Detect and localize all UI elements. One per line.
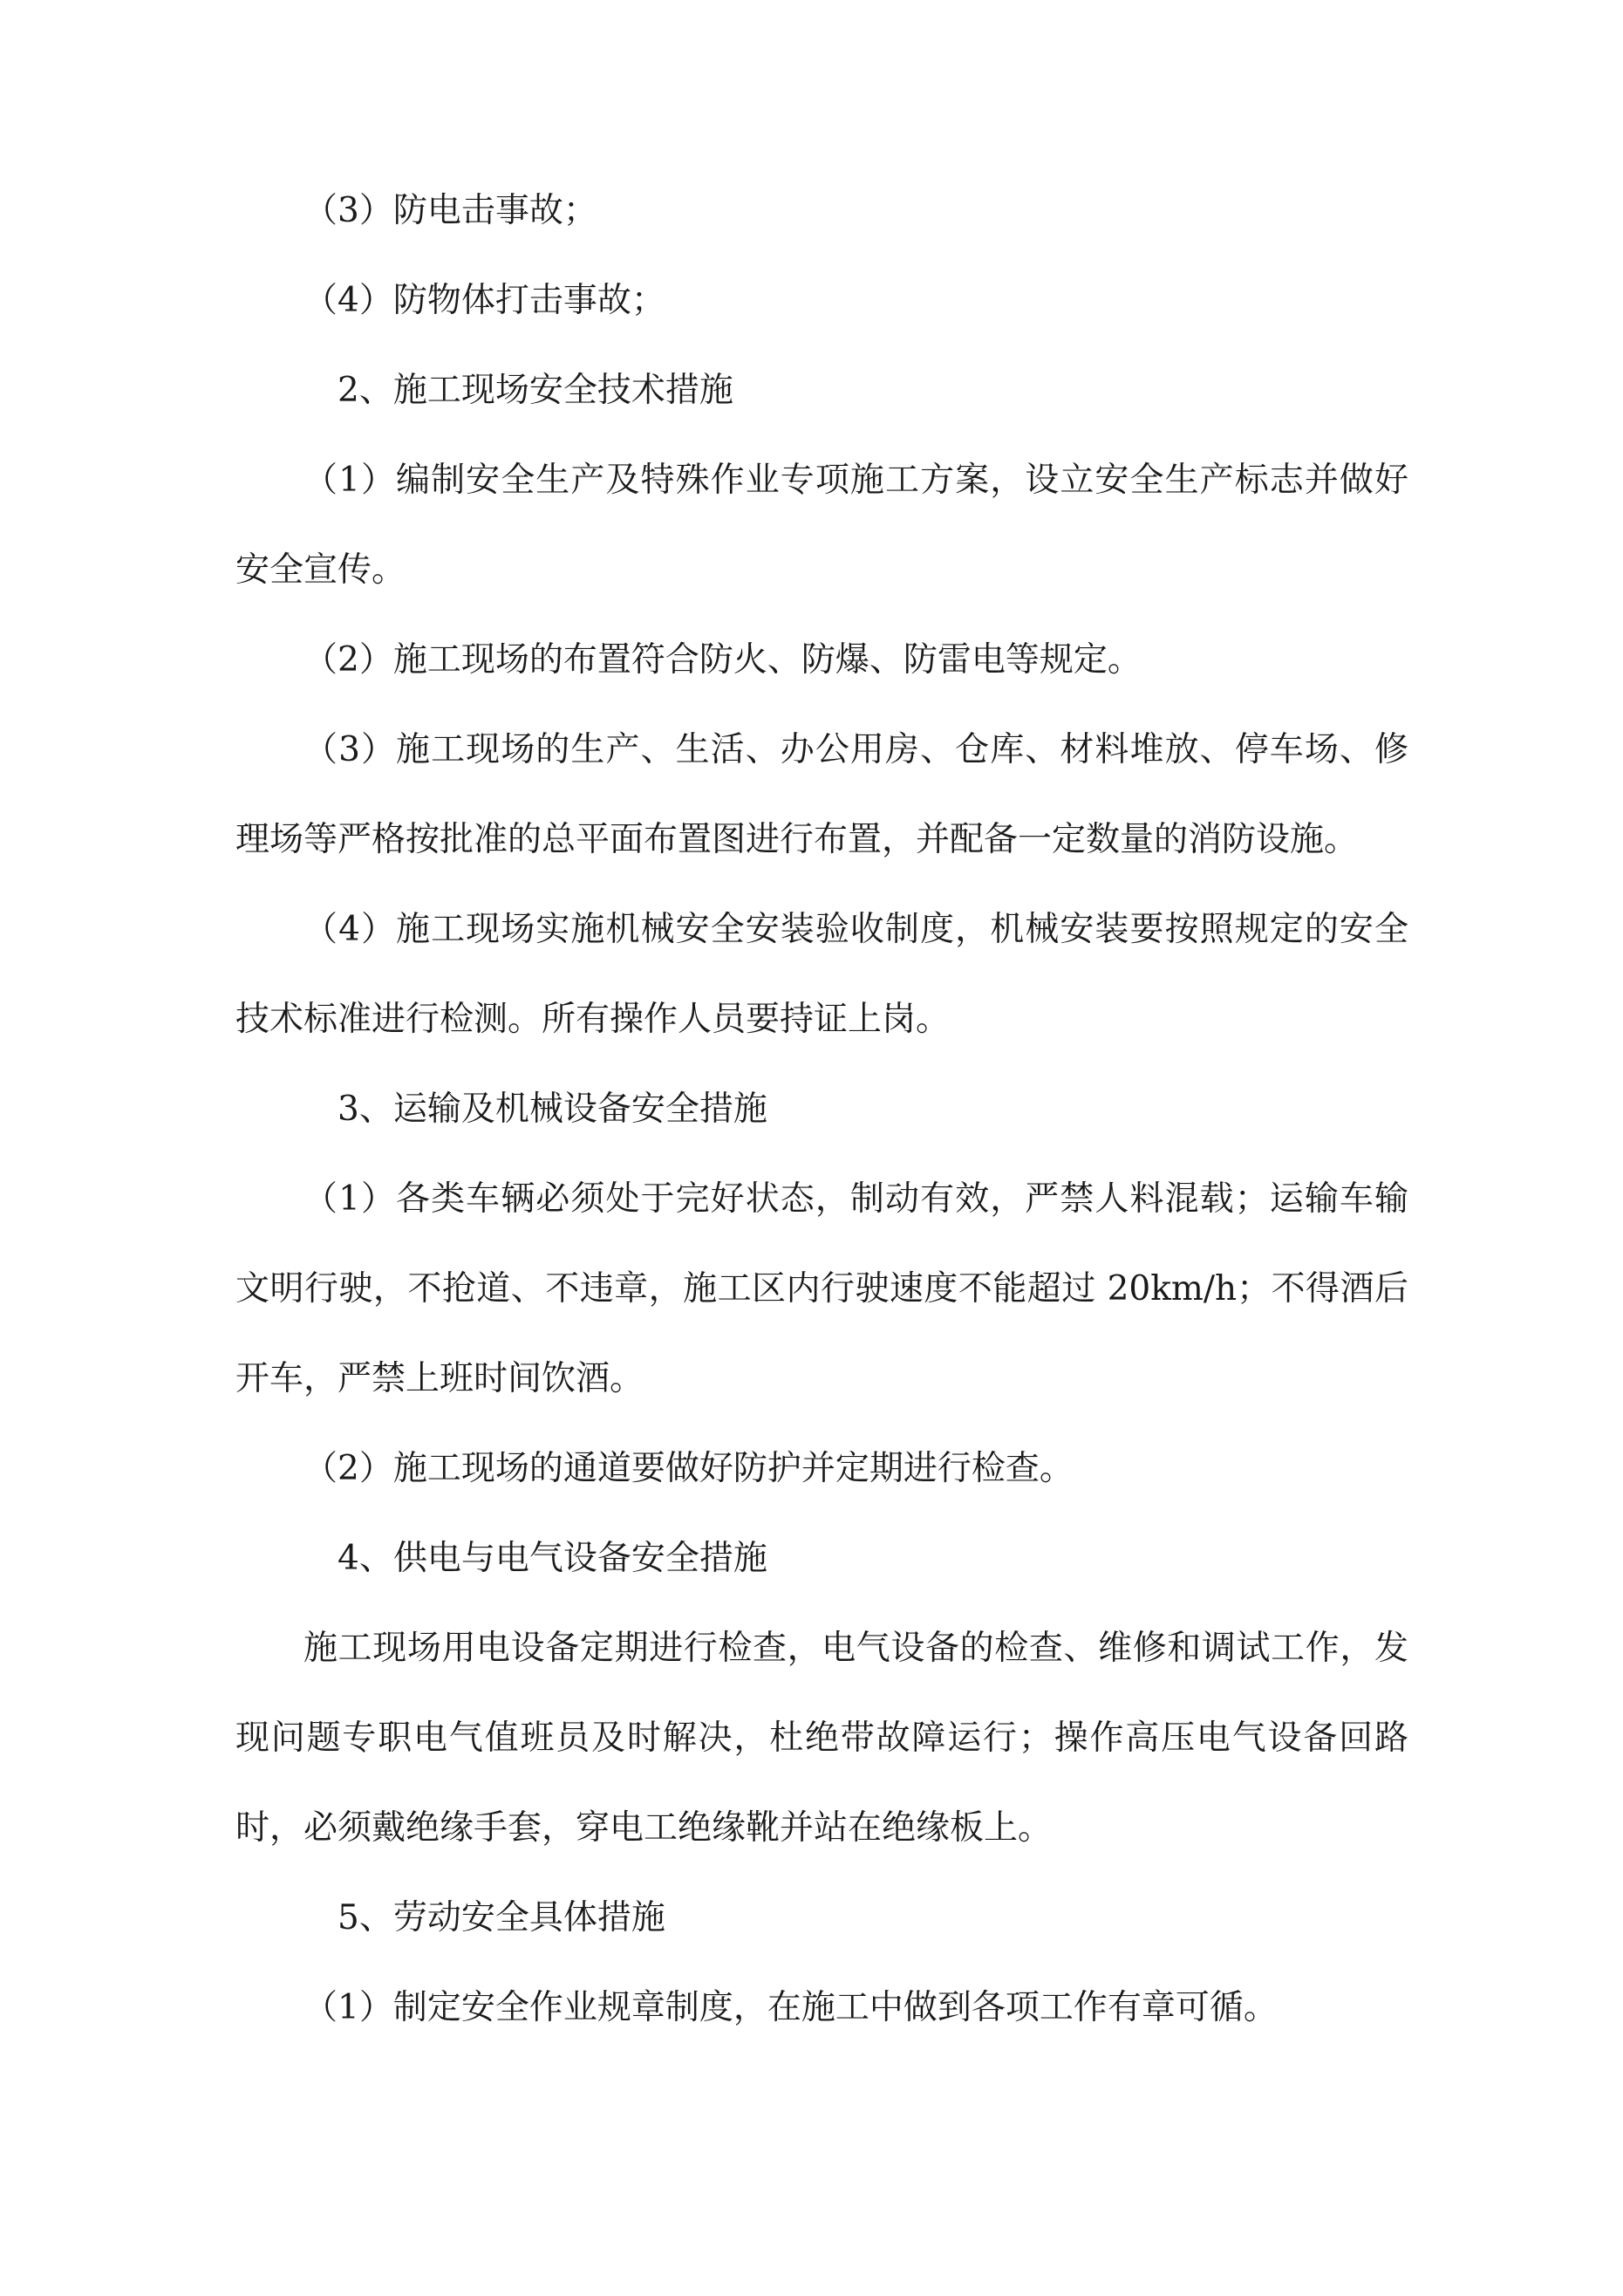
paragraph-6: （4）施工现场实施机械安全安装验收制度，机械安装要按照规定的安全技术标准进行检测。所有操作人员要持证上岗。 <box>235 910 1408 1039</box>
paragraph-1: （3）防电击事故； <box>303 191 597 230</box>
section-heading-5: 5、劳动安全具体措施 <box>338 1898 665 1937</box>
document-body <box>235 166 1408 2053</box>
section-heading-2: 2、施工现场安全技术措施 <box>338 371 733 410</box>
paragraph-8: （2）施工现场的通道要做好防护并定期进行检查。 <box>303 1449 1074 1488</box>
paragraph-5: （3）施工现场的生产、生活、办公用房、仓库、材料堆放、停车场、修理场等严格按批准的总平面布置图进行布置，并配备一定数量的消防设施。 <box>235 730 1408 859</box>
section-heading-3: 3、运输及机械设备安全措施 <box>338 1090 767 1129</box>
paragraph-9: 施工现场用电设备定期进行检查，电气设备的检查、维修和调试工作，发现问题专职电气值班员及时解决，杜绝带故障运行；操作高压电气设备回路时，必须戴绝缘手套，穿电工绝缘靴并站在绝缘板上。 <box>235 1629 1408 1848</box>
paragraph-7: （1）各类车辆必须处于完好状态，制动有效，严禁人料混载；运输车输文明行驶，不抢道、不违章，施工区内行驶速度不能超过 20km/h；不得酒后开车，严禁上班时间饮酒。 <box>235 1179 1408 1398</box>
paragraph-10: （1）制定安全作业规章制度，在施工中做到各项工作有章可循。 <box>303 1988 1278 2027</box>
paragraph-4: （2）施工现场的布置符合防火、防爆、防雷电等规定。 <box>303 640 1142 680</box>
paragraph-3: （1）编制安全生产及特殊作业专项施工方案，设立安全生产标志并做好安全宣传。 <box>235 461 1408 590</box>
section-heading-4: 4、供电与电气设备安全措施 <box>338 1539 767 1578</box>
paragraph-2: （4）防物体打击事故； <box>303 281 665 320</box>
